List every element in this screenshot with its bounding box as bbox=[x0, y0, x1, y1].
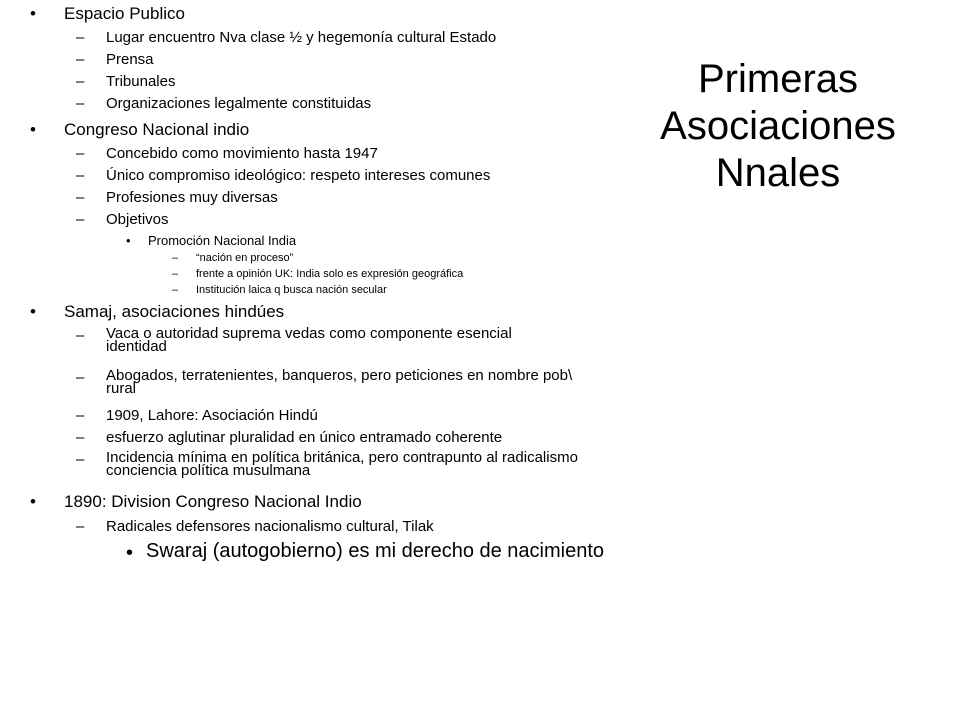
dash-marker: – bbox=[76, 327, 85, 344]
sub-item-division-1: Radicales defensores nacionalismo cultural, Tilak bbox=[106, 518, 434, 535]
dash-marker: – bbox=[172, 284, 179, 296]
sub-item-espacio-1: Lugar encuentro Nva clase ½ y hegemonía cultural Estado bbox=[106, 29, 497, 46]
subsub-swaraj: Swaraj (autogobierno) es mi derecho de nacimiento bbox=[146, 540, 605, 562]
sub-item-espacio-4: Organizaciones legalmente constituidas bbox=[106, 95, 372, 112]
bullet-marker: • bbox=[126, 542, 134, 564]
sub-item-samaj-3: 1909, Lahore: Asociación Hindú bbox=[106, 407, 318, 424]
title-line-3: Nnales bbox=[715, 151, 841, 195]
bullet-marker: • bbox=[30, 4, 36, 23]
detail-item-1: “nación en proceso” bbox=[196, 252, 294, 264]
dash-marker: – bbox=[76, 167, 85, 184]
sub-item-samaj-1: Vaca o autoridad suprema vedas como componente esencial identidad bbox=[106, 325, 512, 355]
bullet-marker: • bbox=[30, 302, 36, 321]
title-line-1: Primeras bbox=[697, 57, 859, 101]
sub-item-congreso-3: Profesiones muy diversas bbox=[106, 189, 278, 206]
sub-item-espacio-3: Tribunales bbox=[106, 73, 176, 90]
dash-marker: – bbox=[76, 73, 85, 90]
dash-marker: – bbox=[76, 518, 85, 535]
dash-marker: – bbox=[76, 95, 85, 112]
dash-marker: – bbox=[76, 429, 85, 446]
dash-marker: – bbox=[76, 369, 85, 386]
dash-marker: – bbox=[76, 189, 85, 206]
bullet-marker: • bbox=[30, 492, 36, 511]
bullet-division-congreso: 1890: Division Congreso Nacional Indio bbox=[64, 492, 362, 511]
sub-item-samaj-4: esfuerzo aglutinar pluralidad en único entramado coherente bbox=[106, 429, 503, 446]
sub-item-samaj-2: Abogados, terratenientes, banqueros, pero peticiones en nombre pob\ rural bbox=[106, 367, 573, 397]
sub-item-congreso-4: Objetivos bbox=[106, 211, 169, 228]
detail-item-3: Institución laica q busca nación secular bbox=[196, 284, 387, 296]
dash-marker: – bbox=[172, 268, 179, 280]
bullet-marker: • bbox=[30, 120, 36, 139]
subsub-promocion-nacional: Promoción Nacional India bbox=[148, 233, 297, 248]
sub-item-espacio-2: Prensa bbox=[106, 51, 154, 68]
detail-item-2: frente a opinión UK: India solo es expresión geográfica bbox=[196, 268, 464, 280]
sub-item-congreso-1: Concebido como movimiento hasta 1947 bbox=[106, 145, 378, 162]
bullet-samaj: Samaj, asociaciones hindúes bbox=[64, 302, 285, 321]
dash-marker: – bbox=[172, 252, 179, 264]
bullet-congreso-nacional: Congreso Nacional indio bbox=[64, 120, 250, 139]
dash-marker: – bbox=[76, 451, 85, 468]
sub-item-congreso-2: Único compromiso ideológico: respeto intereses comunes bbox=[106, 167, 491, 184]
dash-marker: – bbox=[76, 51, 85, 68]
bullet-espacio-publico: Espacio Publico bbox=[64, 4, 185, 23]
title-line-2: Asociaciones bbox=[660, 104, 896, 148]
dash-marker: – bbox=[76, 29, 85, 46]
dash-marker: – bbox=[76, 211, 85, 228]
bullet-marker: • bbox=[126, 233, 131, 248]
dash-marker: – bbox=[76, 145, 85, 162]
slide-title bbox=[628, 56, 928, 197]
dash-marker: – bbox=[76, 407, 85, 424]
sub-item-samaj-5: Incidencia mínima en política británica, pero contrapunto al radicalismo conciencia política musulmana bbox=[106, 449, 578, 479]
